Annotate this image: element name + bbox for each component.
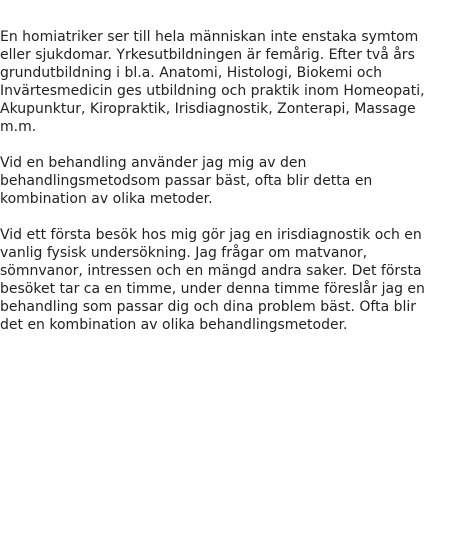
paragraph-intro: En homiatriker ser till hela människan inte enstaka symtom eller sjukdomar. Yrkesutbildningen är femårig. Efter två års grundutbildning i bl.a. Anatomi, Histologi, Biokemi och Invärtesmedicin ges utbildning och praktik inom Homeopati, Akupunktur, Kiropraktik, Irisdiagnostik, Zonterapi, Massage m.m. [0, 29, 425, 135]
article-body [0, 28, 440, 352]
paragraph-treatment: Vid en behandling använder jag mig av den behandlingsmetodsom passar bäst, ofta blir detta en kombination av olika metoder. [0, 155, 373, 207]
paragraph-first-visit: Vid ett första besök hos mig gör jag en irisdiagnostik och en vanlig fysisk undersökning. Jag frågar om matvanor, sömnvanor, intressen och en mängd andra saker. Det första besöket tar ca en timme, under denna timme föreslår jag en behandling som passar dig och dina problem bäst. Ofta blir det en kombination av olika behandlingsmetoder. [0, 227, 425, 333]
